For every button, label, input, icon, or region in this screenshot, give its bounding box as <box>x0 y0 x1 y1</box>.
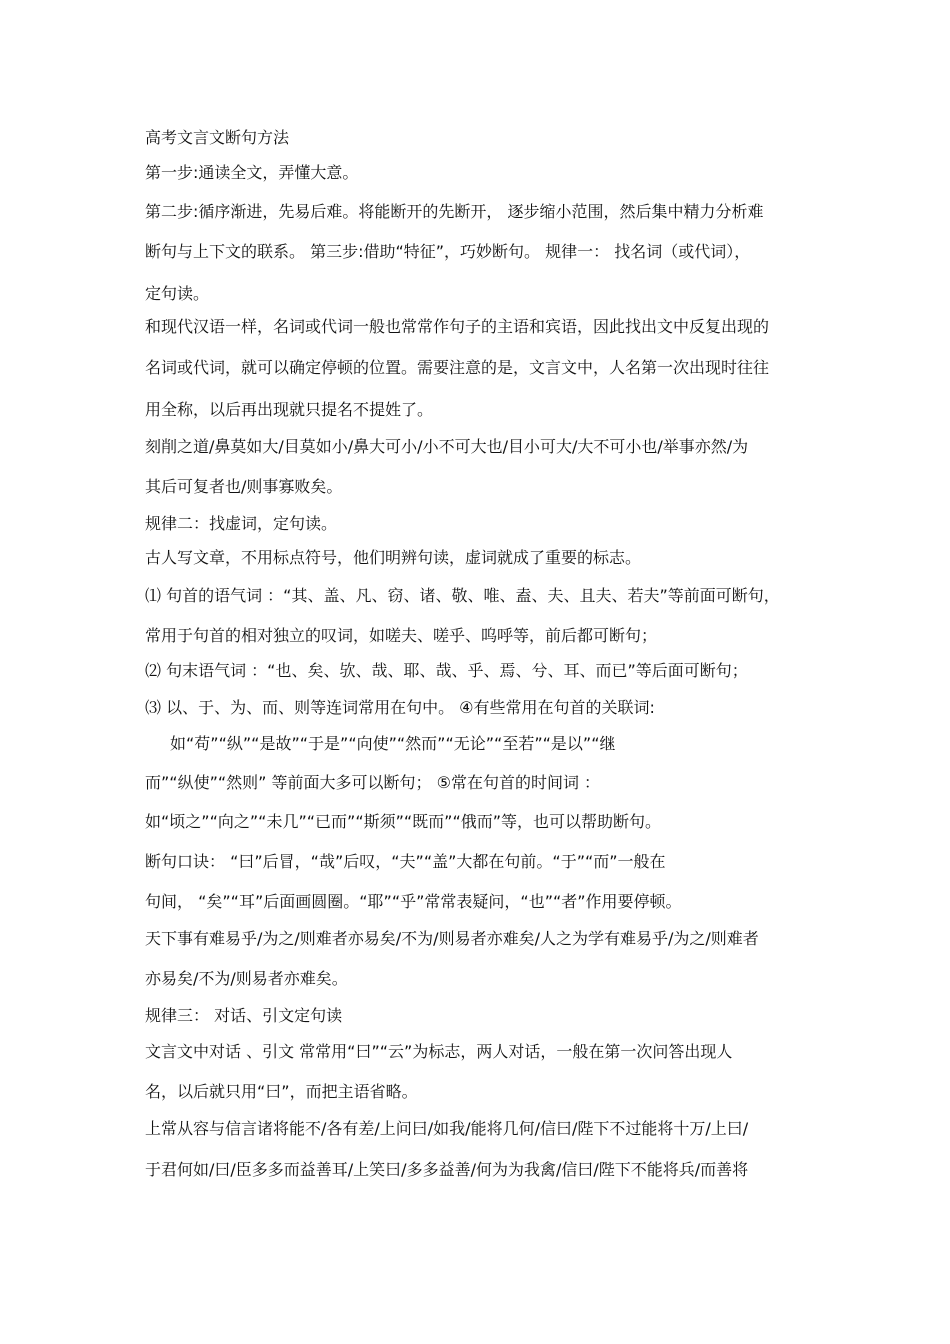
text-line: 和现代汉语一样，名词或代词一般也常常作句子的主语和宾语，因此找出文中反复出现的 <box>145 317 770 336</box>
text-line: 断句与上下文的联系。 第三步:借助“特征”，巧妙断句。 规律一： 找名词（或代词）， <box>145 242 751 261</box>
text-line: 天下事有难易乎/为之/则难者亦易矣/不为/则易者亦难矣/人之为学有难易乎/为之/则难者 <box>145 929 759 948</box>
text-line: 文言文中对话 、引文 常常用“曰”“云”为标志，两人对话，一般在第一次问答出现人 <box>145 1042 733 1061</box>
text-line: 第一步:通读全文，弄懂大意。 <box>145 163 359 182</box>
text-line: 第二步:循序渐进，先易后难。将能断开的先断开， 逐步缩小范围，然后集中精力分析难 <box>145 202 764 221</box>
text-line: 断句口诀： “曰”后冒，“哉”后叹，“夫”“盖”大都在句前。“于”“而”一般在 <box>145 852 666 871</box>
text-line: 刻削之道/鼻莫如大/目莫如小/鼻大可小/小不可大也/目小可大/大不可小也/举事亦然/为 <box>145 437 749 456</box>
text-line: 用全称，以后再出现就只提名不提姓了。 <box>145 400 434 419</box>
text-line: 其后可复者也/则事寡败矣。 <box>145 477 343 496</box>
text-line: 如“苟”“纵”“是故”“于是”“向使”“然而”“无论”“至若”“是以”“继 <box>170 734 616 753</box>
section-heading: 规律三： 对话、引文定句读 <box>145 1006 343 1025</box>
document-title: 高考文言文断句方法 <box>145 128 290 147</box>
text-line: 名词或代词，就可以确定停顿的位置。需要注意的是，文言文中，人名第一次出现时往往 <box>145 358 770 377</box>
text-line: 句间， “矣”“耳”后面画圆圈。“耶”“乎”常常表疑问，“也”“者”作用要停顿。 <box>145 892 682 911</box>
text-line: ⑶ 以、于、为、而、则等连词常用在句中。 ④有些常用在句首的关联词: <box>145 698 655 717</box>
text-line: 上常从容与信言诸将能不/各有差/上问曰/如我/能将几何/信曰/陛下不过能将十万/上曰/ <box>145 1119 749 1138</box>
text-line: 名，以后就只用“曰”，而把主语省略。 <box>145 1082 418 1101</box>
text-line: 定句读。 <box>145 284 210 303</box>
text-line: ⑵ 句末语气词 ：“也、矣、欤、哉、耶、哉、乎、焉、兮、耳、而已”等后面可断句； <box>145 661 748 680</box>
text-line: ⑴ 句首的语气词 ：“其、盖、凡、窃、诸、敬、唯、盍、夫、且夫、若夫”等前面可断句， <box>145 586 780 605</box>
text-line: 常用于句首的相对独立的叹词，如嗟夫、嗟乎、呜呼等，前后都可断句； <box>145 626 658 645</box>
section-heading: 规律二：找虚词，定句读。 <box>145 514 338 533</box>
text-line: 如“顷之”“向之”“未几”“已而”“斯须”“既而”“俄而”等，也可以帮助断句。 <box>145 812 662 831</box>
text-line: 而”“纵使”“然则” 等前面大多可以断句； ⑤常在句首的时间词 ： <box>145 773 601 792</box>
text-line: 于君何如/曰/臣多多而益善耳/上笑曰/多多益善/何为为我禽/信曰/陛下不能将兵/而善将 <box>145 1160 749 1179</box>
text-line: 亦易矣/不为/则易者亦难矣。 <box>145 969 348 988</box>
text-line: 古人写文章，不用标点符号，他们明辨句读，虚词就成了重要的标志。 <box>145 548 642 567</box>
